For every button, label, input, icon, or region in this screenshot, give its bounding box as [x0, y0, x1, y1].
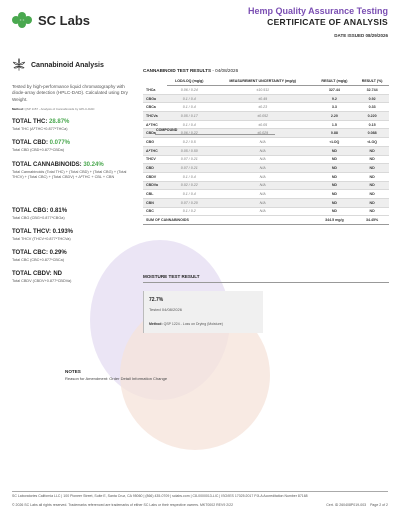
- uncertainty-cell: ±0.23: [212, 103, 314, 112]
- result-mg-cell: ND: [314, 190, 356, 199]
- total-item: [12, 119, 132, 132]
- uncertainty-cell: N/A: [212, 207, 314, 216]
- total-item: [12, 250, 132, 263]
- result-pct-cell: 0.220: [355, 112, 389, 121]
- total-title: [12, 229, 132, 235]
- total-title: [12, 140, 132, 146]
- result-mg-cell: ND: [314, 146, 356, 155]
- uncertainty-cell: N/A: [212, 172, 314, 181]
- result-mg-cell: 327.44: [314, 86, 356, 95]
- moisture-results: [143, 274, 389, 333]
- footer-copyright: © 2026 SC Labs all rights reserved. Trademarks referenced are trademarks of either SC Labs or their respective owners. MKT0002 REV9 2/22: [12, 503, 234, 507]
- sum-mg: 344.5 mg/g: [314, 216, 356, 225]
- footer-page-info: [326, 503, 388, 507]
- total-label: TOTAL THCV:: [12, 228, 51, 235]
- compound-cell: CBG: [143, 138, 167, 147]
- total-formula: Total CBG (CBG+0.877*CBGa): [12, 215, 65, 220]
- table-row: [143, 198, 389, 207]
- compound-cell: THCV: [143, 155, 167, 164]
- table-row: [143, 146, 389, 155]
- result-pct-cell: ND: [355, 190, 389, 199]
- moisture-method-label: Method:: [149, 322, 163, 326]
- sum-row: [143, 216, 389, 225]
- uncertainty-cell: N/A: [212, 164, 314, 173]
- result-mg-cell: ND: [314, 198, 356, 207]
- result-pct-cell: 0.15: [355, 120, 389, 129]
- total-label: TOTAL CANNABINOIDS:: [12, 161, 82, 168]
- totals-list: [12, 119, 132, 284]
- method-note: [12, 107, 132, 111]
- notes: [65, 369, 167, 381]
- result-pct-cell: 0.33: [355, 103, 389, 112]
- compound-cell: CBGa: [143, 94, 167, 103]
- results-title: [143, 68, 389, 73]
- result-pct-cell: 0.92: [355, 94, 389, 103]
- compound-cell: CBD: [143, 164, 167, 173]
- col-uncertainty: MEASUREMENT UNCERTAINTY (mg/g): [212, 77, 314, 86]
- uncertainty-cell: N/A: [212, 198, 314, 207]
- uncertainty-cell: ±0.029: [212, 129, 314, 138]
- col-lod-loq: LOD/LOQ (mg/g): [167, 77, 212, 86]
- compound-cell: CBL: [143, 190, 167, 199]
- total-value: 0.193%: [52, 228, 74, 235]
- moisture-box: [143, 291, 263, 333]
- total-value: 30.24%: [83, 161, 104, 168]
- cannabis-leaf-icon: [12, 58, 26, 72]
- total-label: TOTAL CBDV:: [12, 271, 52, 278]
- result-mg-cell: ND: [314, 164, 356, 173]
- footer-page-number: Page 2 of 2: [370, 503, 388, 507]
- result-mg-cell: 9.2: [314, 94, 356, 103]
- total-title: [12, 119, 132, 125]
- compound-cell: Δ⁸THC: [143, 146, 167, 155]
- total-label: TOTAL CBC:: [12, 250, 48, 257]
- results-title-text: CANNABINOID TEST RESULTS: [143, 68, 212, 73]
- moisture-date: Tested 04/08/2026: [149, 307, 182, 312]
- table-row: [143, 164, 389, 173]
- total-title: [12, 162, 132, 168]
- moisture-value: 72.7%: [149, 297, 164, 303]
- compound-cell: CBN: [143, 198, 167, 207]
- results-date: - 04/08/2026: [212, 68, 239, 73]
- total-value: 0.29%: [49, 250, 67, 257]
- moisture-method: [149, 322, 258, 327]
- compound-cell: CBDa: [143, 129, 167, 138]
- lod-loq-cell: 0.1 / 0.4: [167, 190, 212, 199]
- lod-loq-cell: 0.02 / 0.22: [167, 181, 212, 190]
- table-row: [143, 172, 389, 181]
- total-formula: Total CBDV (CBDV+0.877*CBDVa): [12, 279, 72, 284]
- notes-title: NOTES: [65, 369, 81, 374]
- lod-loq-cell: 0.1 / 0.4: [167, 103, 212, 112]
- notes-text: Reason for Amendment: Order Detail Information Change: [65, 376, 168, 381]
- result-mg-cell: ND: [314, 207, 356, 216]
- lod-loq-cell: 0.1 / 0.4: [167, 120, 212, 129]
- moisture-title: MOISTURE TEST RESULT: [143, 274, 389, 283]
- result-pct-cell: 0.088: [355, 129, 389, 138]
- table-row: [143, 181, 389, 190]
- compound-cell: Δ⁹THC: [143, 120, 167, 129]
- table-row: [143, 207, 389, 216]
- compound-cell: THCa: [143, 86, 167, 95]
- compound-cell: CBC: [143, 207, 167, 216]
- uncertainty-cell: ±0.05: [212, 120, 314, 129]
- footer-bottom: [12, 503, 388, 507]
- lod-loq-cell: 0.05 / 0.17: [167, 112, 212, 121]
- document-subtitle: CERTIFICATE OF ANALYSIS: [267, 17, 388, 27]
- table-header-row: [143, 77, 389, 86]
- table-row: [143, 86, 389, 95]
- result-pct-cell: ND: [355, 207, 389, 216]
- total-item: [12, 229, 132, 242]
- cannabinoid-results: [143, 68, 389, 225]
- total-item: [12, 271, 132, 284]
- col-compound: COMPOUND: [155, 126, 275, 135]
- compound-cell: CBDVa: [143, 181, 167, 190]
- uncertainty-cell: N/A: [212, 181, 314, 190]
- result-mg-cell: ND: [314, 155, 356, 164]
- footer-address: SC Laboratories California LLC | 100 Pioneer Street, Suite E, Santa Cruz, CA 95060 | (866) 435-0709 | sclabs.com | C8-0000013-LIC | ISO/IES 17025:2017 PJLA Accreditation Number 87168: [12, 494, 308, 498]
- document-title: Hemp Quality Assurance Testing: [247, 6, 388, 16]
- total-formula: Total Cannabinoids (Total THC) + (Total CBD) + (Total CBG) + (Total THCV) + (Total CBC) + (Total CBDV) + Δ⁸THC + CBL + CBN: [12, 169, 127, 179]
- total-value: 28.87%: [49, 119, 70, 126]
- result-pct-cell: ND: [355, 164, 389, 173]
- compound-cell: THCVa: [143, 112, 167, 121]
- lod-loq-cell: 0.06 / 0.24: [167, 86, 212, 95]
- date-issued: DATE ISSUED 08/29/2026: [334, 33, 388, 38]
- lod-loq-cell: 0.1 / 0.4: [167, 172, 212, 181]
- total-item: [12, 208, 132, 221]
- total-formula: Total CBC (CBC+0.877*CBCa): [12, 258, 65, 263]
- total-label: TOTAL THC:: [12, 119, 48, 126]
- table-row: [143, 94, 389, 103]
- result-pct-cell: 32.744: [355, 86, 389, 95]
- uncertainty-cell: ±0.49: [212, 94, 314, 103]
- uncertainty-cell: ±0.052: [212, 112, 314, 121]
- result-mg-cell: 2.20: [314, 112, 356, 121]
- method-text: QSP 1157 - Analysis of Cannabinoids by HPLC-DAD: [24, 107, 95, 112]
- table-row: [143, 112, 389, 121]
- lod-loq-cell: 0.2 / 0.5: [167, 138, 212, 147]
- lod-loq-cell: 0.07 / 0.21: [167, 164, 212, 173]
- total-formula: Total THCV (THCV+0.877*THCVa): [12, 236, 71, 241]
- total-title: [12, 250, 132, 256]
- total-title: [12, 271, 132, 277]
- lod-loq-cell: 0.05 / 0.50: [167, 146, 212, 155]
- total-item: [12, 140, 132, 153]
- col-result-pct: RESULT (%): [355, 77, 389, 86]
- result-mg-cell: ND: [314, 181, 356, 190]
- lod-loq-cell: 0.07 / 0.20: [167, 198, 212, 207]
- total-value: ND: [53, 271, 63, 278]
- table-row: [143, 155, 389, 164]
- results-table: [143, 77, 389, 225]
- result-mg-cell: 0.88: [314, 129, 356, 138]
- total-title: [12, 208, 132, 214]
- lod-loq-cell: 0.06 / 0.22: [167, 129, 212, 138]
- result-mg-cell: 1.5: [314, 120, 356, 129]
- col-result-mg: RESULT (mg/g): [314, 77, 356, 86]
- result-mg-cell: <LOQ: [314, 138, 356, 147]
- table-row: [143, 138, 389, 147]
- uncertainty-cell: N/A: [212, 155, 314, 164]
- result-pct-cell: ND: [355, 155, 389, 164]
- result-pct-cell: <LOQ: [355, 138, 389, 147]
- total-value: 0.077%: [49, 140, 71, 147]
- method-description: Tested by high-performance liquid chromatography with diode-array detection (HPLC-DAD). Calculated using Dry Weight.: [12, 84, 128, 102]
- total-item: [12, 162, 132, 180]
- method-label: Method:: [12, 107, 24, 112]
- lod-loq-cell: 0.1 / 0.4: [167, 94, 212, 103]
- footer-divider: [12, 491, 388, 492]
- table-row: [143, 190, 389, 199]
- total-label: TOTAL CBD:: [12, 140, 48, 147]
- result-pct-cell: ND: [355, 146, 389, 155]
- sum-label: SUM OF CANNABINOIDS: [143, 216, 314, 225]
- result-mg-cell: 3.3: [314, 103, 356, 112]
- document-header: [248, 6, 388, 38]
- total-label: TOTAL CBG:: [12, 207, 49, 214]
- cannabinoid-section-header: [12, 58, 132, 72]
- lod-loq-cell: 0.1 / 0.2: [167, 207, 212, 216]
- table-row: [143, 103, 389, 112]
- total-formula: Total CBD (CBD+0.877*CBDa): [12, 148, 65, 153]
- sum-pct: 34.45%: [355, 216, 389, 225]
- total-value: 0.81%: [50, 207, 68, 214]
- result-pct-cell: ND: [355, 181, 389, 190]
- compound-cell: CBCa: [143, 103, 167, 112]
- result-mg-cell: ND: [314, 172, 356, 181]
- result-pct-cell: ND: [355, 198, 389, 207]
- result-pct-cell: ND: [355, 172, 389, 181]
- uncertainty-cell: N/A: [212, 138, 314, 147]
- sc-labs-logo-mark-icon: [12, 12, 34, 28]
- sc-labs-logo: [12, 12, 90, 28]
- uncertainty-cell: N/A: [212, 190, 314, 199]
- cannabinoid-summary: [12, 58, 132, 284]
- uncertainty-cell: N/A: [212, 146, 314, 155]
- total-formula: Total THC (Δ⁹THC+0.877*THCa): [12, 127, 68, 132]
- logo-text: SC Labs: [38, 12, 91, 28]
- lod-loq-cell: 0.07 / 0.21: [167, 155, 212, 164]
- section-title: Cannabinoid Analysis: [31, 61, 104, 69]
- moisture-method-text: QSP 1224 - Loss on Drying (Moisture): [163, 322, 223, 326]
- footer-cert-id: Cert. ID 260408P019-003: [326, 503, 367, 507]
- uncertainty-cell: ±10.511: [212, 86, 314, 95]
- compound-cell: CBDV: [143, 172, 167, 181]
